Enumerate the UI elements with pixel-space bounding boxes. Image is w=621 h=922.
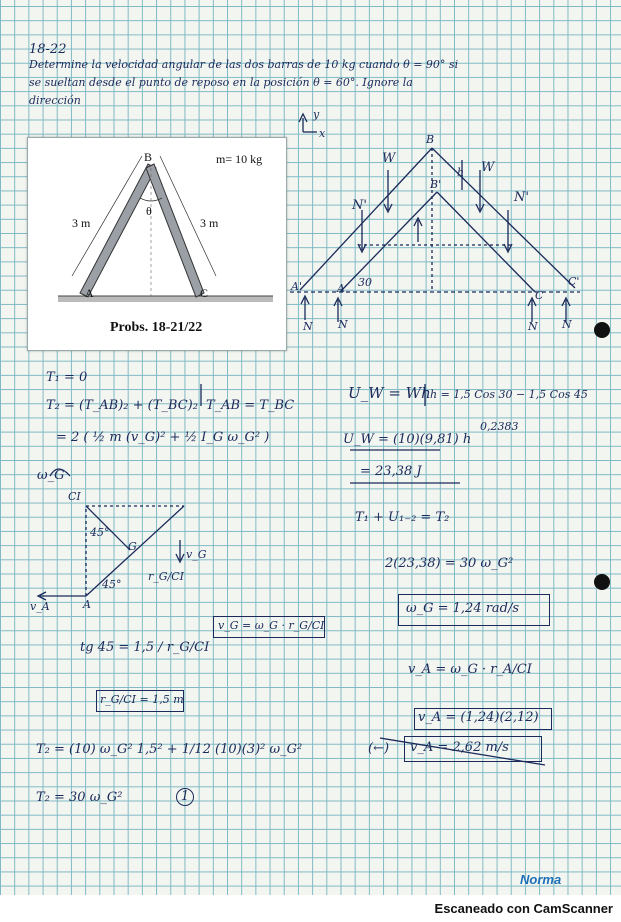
angle-45-bottom: 45°	[102, 578, 122, 591]
angle-45-top: 45°	[90, 526, 110, 539]
sketch-label-b-prime: B'	[430, 178, 442, 191]
uw-result: = 23,38 J	[360, 464, 422, 479]
sketch-n-right1: N	[528, 320, 538, 333]
sketch-weight-left: W	[382, 151, 396, 166]
tg-equation: tg 45 = 1,5 / r_G/CI	[80, 640, 210, 655]
sketch-label-b: B	[426, 133, 435, 146]
h-expression: h = 1,5 Cos 30 − 1,5 Cos 45	[430, 388, 588, 401]
sketch-label-a-prime: A'	[291, 280, 302, 293]
ci-label: CI	[68, 490, 81, 503]
problem-number: 18-22	[29, 42, 67, 57]
va-label: v_A	[30, 600, 50, 613]
figure-label-a: A	[85, 286, 94, 300]
equation-number: 1	[176, 788, 194, 806]
problem-statement-line3: dirección	[29, 94, 81, 107]
t2-expanded: = 2 ( ½ m (v_G)² + ½ I_G ω_G² )	[56, 430, 270, 445]
binder-hole-top	[594, 322, 610, 338]
rg-ci-result: r_G/CI = 1,5 m	[100, 693, 184, 706]
h-value: 0,2383	[480, 420, 519, 433]
t2-full-expression: T₂ = (10) ω_G² 1,5² + 1/12 (10)(3)² ω_G²	[36, 742, 303, 757]
binder-hole-bottom	[594, 574, 610, 590]
sketch-angle-30: 30	[358, 276, 372, 289]
t1-equation: T₁ = 0	[46, 370, 88, 385]
t2-final: T₂ = 30 ω_G²	[36, 790, 123, 805]
omega-result: ω_G = 1,24 rad/s	[406, 601, 520, 616]
sketch-label-h: h	[457, 166, 465, 179]
vg-label: v_G	[186, 548, 207, 561]
uw-equation: U_W = Wh	[348, 384, 431, 402]
sketch-axis-x: x	[319, 127, 326, 140]
sketch-n-left2: N	[338, 318, 348, 331]
sketch-label-a: A	[337, 282, 345, 295]
figure-mass: m= 10 kg	[216, 152, 263, 166]
sketch-normal-right: N'	[514, 190, 529, 205]
va-formula: v_A = ω_G · r_A/CI	[408, 662, 532, 677]
sketch-normal-left: N'	[352, 198, 367, 213]
a-point-label: A	[83, 598, 91, 611]
figure-length-right: 3 m	[200, 216, 219, 230]
sketch-n-right2: N	[562, 318, 572, 331]
problem-statement-line1: Determine la velocidad angular de las dos barras de 10 kg cuando θ = 90° si	[29, 58, 459, 71]
scanner-footer	[0, 895, 621, 922]
sketch-label-c-prime: C'	[568, 275, 580, 288]
scanner-footer-text: Escaneado con CamScanner	[434, 901, 613, 916]
direction-arrow: (←)	[368, 741, 390, 756]
sketch-axis-y: y	[313, 108, 320, 121]
problem-statement-line2: se sueltan desde el punto de reposo en la posición θ = 60°. Ignore la	[29, 76, 413, 89]
vg-formula: v_G = ω_G · r_G/CI	[218, 619, 325, 632]
t2-definition: T₂ = (T_AB)₂ + (T_BC)₂	[46, 398, 198, 413]
g-label: G	[128, 540, 137, 553]
uw-numeric: U_W = (10)(9,81) h	[343, 432, 472, 447]
figure-caption: Probs. 18-21/22	[110, 320, 203, 335]
sketch-n-left1: N	[303, 320, 313, 333]
va-result: v_A = 2,62 m/s	[410, 740, 509, 755]
omega-g-label: ω_G	[37, 468, 65, 483]
rg-ci-label: r_G/CI	[148, 570, 185, 583]
tab-equals-tbc: T_AB = T_BC	[206, 398, 295, 413]
figure-label-theta: θ	[146, 204, 152, 218]
energy-substitution: 2(23,38) = 30 ω_G²	[385, 556, 514, 571]
energy-equation: T₁ + U₁₋₂ = T₂	[355, 510, 450, 525]
va-substitution: v_A = (1,24)(2,12)	[418, 710, 539, 725]
sketch-label-c: C	[535, 289, 544, 302]
figure-length-left: 3 m	[72, 216, 91, 230]
figure-label-c: C	[200, 286, 209, 300]
sketch-weight-right: W	[481, 160, 495, 175]
figure-label-b: B	[144, 150, 153, 164]
notebook-brand-logo: Norma	[520, 872, 562, 887]
